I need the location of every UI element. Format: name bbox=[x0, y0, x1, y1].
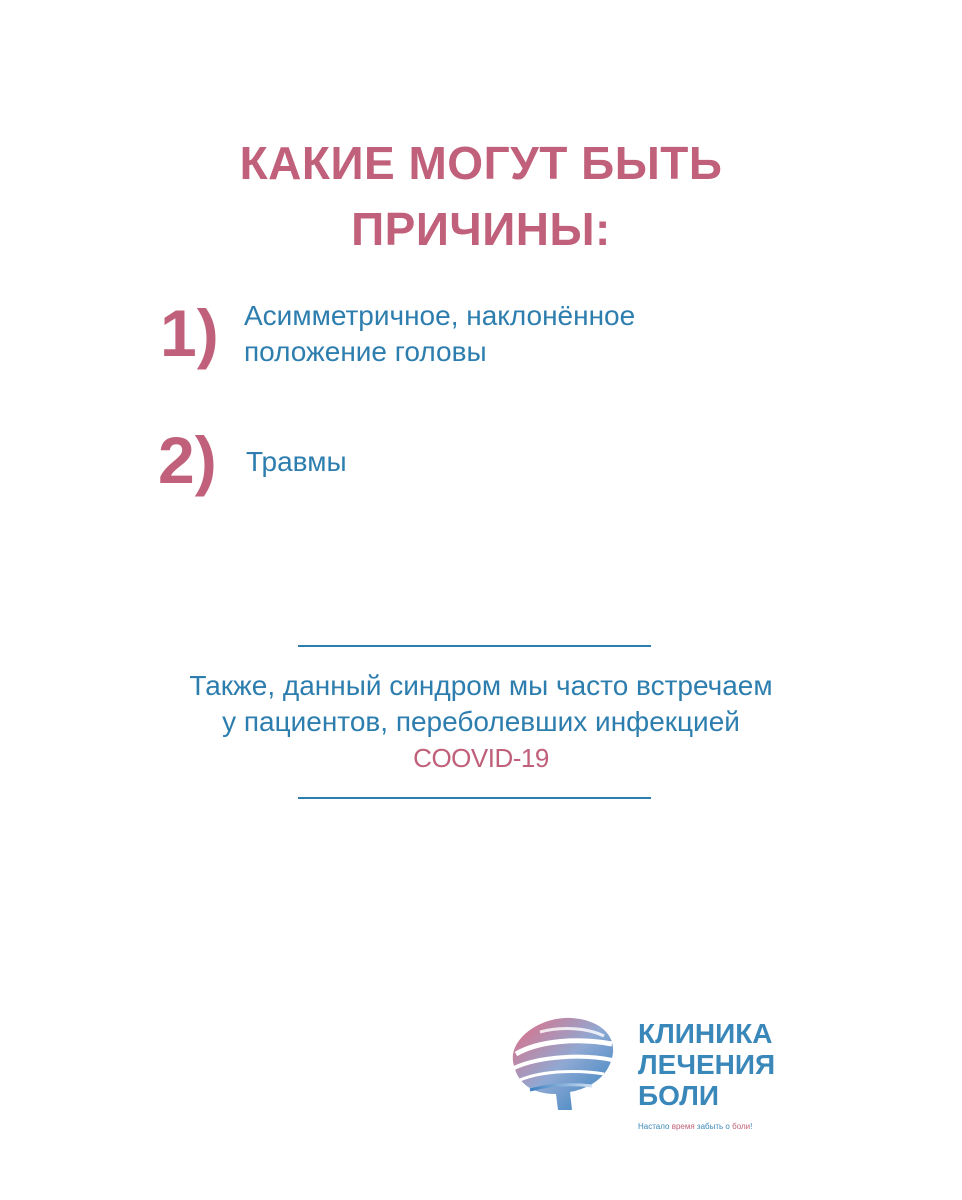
reason-text-2: Травмы bbox=[246, 446, 347, 477]
divider-top bbox=[298, 645, 651, 647]
tagline-middle: забыть о bbox=[696, 1122, 730, 1131]
logo-name-line-2: ЛЕЧЕНИЯ bbox=[638, 1049, 776, 1080]
tagline-accent-2: боли bbox=[732, 1122, 751, 1131]
tagline-accent: время bbox=[671, 1122, 695, 1131]
title-line-2: ПРИЧИНЫ: bbox=[351, 203, 611, 255]
divider-bottom bbox=[298, 797, 651, 799]
page-title bbox=[0, 130, 962, 262]
tagline-end: ! bbox=[750, 1122, 753, 1131]
title-line-1: КАКИЕ МОГУТ БЫТЬ bbox=[239, 137, 723, 189]
logo-name bbox=[638, 1018, 775, 1111]
tagline-start: Настало bbox=[638, 1122, 670, 1131]
reason-number-2: 2) bbox=[158, 423, 217, 497]
note-paragraph bbox=[180, 668, 782, 776]
brain-logo-icon bbox=[500, 1010, 624, 1122]
logo-name-line-3: БОЛИ bbox=[638, 1080, 719, 1111]
reason-text-1: Асимметричное, наклонённое положение головы bbox=[244, 300, 636, 367]
note-text: Также, данный синдром мы часто встречаем у пациентов, переболевших инфекцией bbox=[189, 670, 773, 737]
logo-name-line-1: КЛИНИКА bbox=[638, 1018, 773, 1049]
logo-tagline bbox=[638, 1122, 752, 1132]
clinic-logo bbox=[500, 1010, 800, 1150]
note-highlight: COOVID-19 bbox=[413, 743, 549, 773]
reason-number-1: 1) bbox=[160, 296, 219, 370]
